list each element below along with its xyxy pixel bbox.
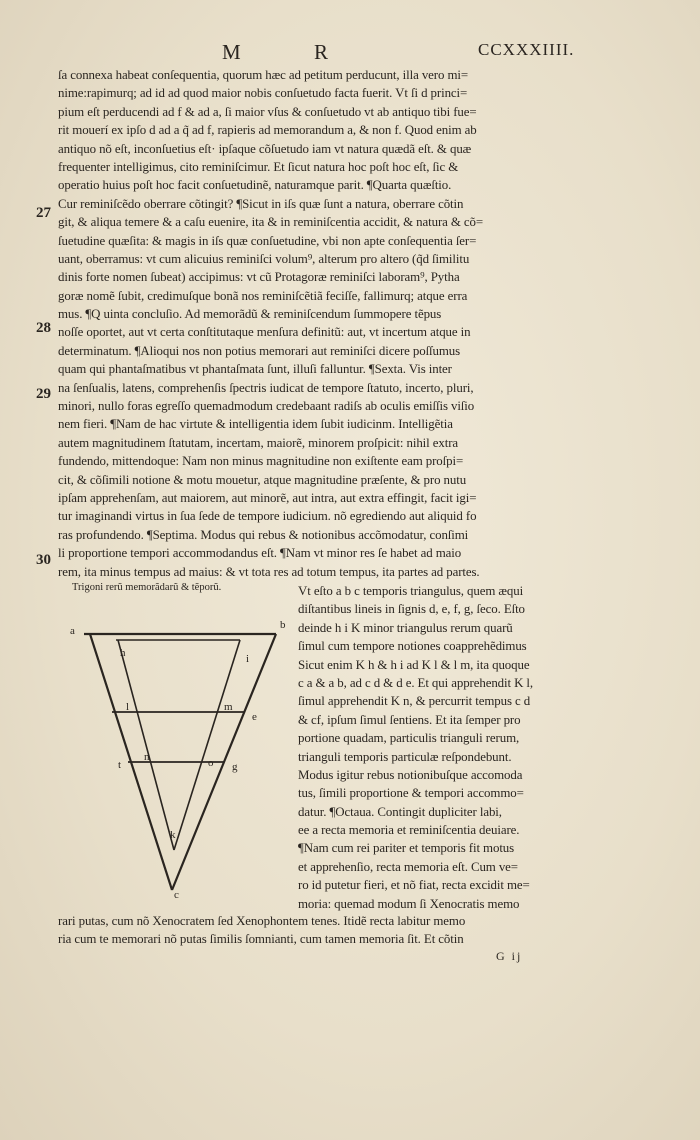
figure-label: k <box>170 829 176 841</box>
text-line: quam qui phantaſmatibus vt phantaſmata ſunt, illuſi falluntur. ¶Sexta. Vis inter <box>58 362 452 377</box>
text-line: ſimul cum tempore notiones coapprehẽdimus <box>298 639 527 654</box>
margin-number: 28 <box>36 320 51 336</box>
text-line: moria: quemad modum ſi Xenocratis memo <box>298 896 520 911</box>
figure-label: n <box>144 751 150 763</box>
text-line: Sicut enim K h & h i ad K l & l m, ita quoque <box>298 657 530 672</box>
text-line: tus, ſimili proportione & tempori accommo= <box>298 786 524 801</box>
closing-text-block <box>58 912 588 949</box>
text-line: & cf, ipſum ſimul ſentiens. Et ita ſemper pro <box>298 712 521 727</box>
margin-number: 30 <box>36 552 51 568</box>
figure-label: a <box>70 625 75 637</box>
text-line: git, & aliqua temere & a caſu euenire, ita & in reminiſcentia accidit, & natura & cõ= <box>58 215 484 230</box>
figure-caption: Trigoni rerũ memorãdarũ & tẽporũ. <box>72 582 222 593</box>
figure-label: h <box>120 647 126 659</box>
triangle-diagram <box>40 598 300 908</box>
figure-label: o <box>208 757 214 769</box>
text-line: noſſe oportet, aut vt certa conſtitutaque menſura definitũ: aut, vt incertum atque in <box>58 325 471 340</box>
main-text-block <box>58 66 586 581</box>
text-line: dinis forte nomen ſubeat) accipimus: vt cũ Protagoræ reminiſci laboram⁹, Pytha <box>58 270 460 285</box>
text-line: frequenter intelligimus, cito reminiſcimur. Et ſicut natura hoc poſt hoc eſt, ſic & <box>58 159 459 174</box>
text-line: ¶Nam cum rei pariter et temporis fit motus <box>298 841 515 856</box>
margin-number: 29 <box>36 386 51 402</box>
text-line: na ſenſualis, latens, comprehenſis ſpectris iudicat de tempore ſtatuto, incerto, pluri, <box>58 380 474 395</box>
figure-label: t <box>118 759 122 771</box>
text-line: trianguli temporis particulæ reſpondebunt. <box>298 749 512 764</box>
text-line: Vt eſto a b c temporis triangulus, quem æqui <box>298 584 524 598</box>
figure-label: m <box>224 701 233 713</box>
text-line: Modus igitur rebus notionibuſque accomoda <box>298 767 523 782</box>
text-line: nime:rapimurq; ad id ad quod maior nobis conſuetudo facta fuerit. Vt ſi d princi= <box>58 86 468 101</box>
margin-number: 27 <box>36 205 51 221</box>
text-line: portione quadam, particulis trianguli rerum, <box>298 731 520 746</box>
text-line: diſtantibus lineis in ſignis d, e, f, g, ſeco. Eſto <box>298 602 525 617</box>
text-line: fundendo, mittendoque: Nam non minus magnitudine non exiſtente eam proſpi= <box>58 454 464 469</box>
text-line: ipſam apprehenſam, aut maiorem, aut minorẽ, aut intra, aut extra effingit, facit igi= <box>58 490 477 505</box>
text-line: uant, oberramus: vt cum alicuius reminiſci volum⁹, alterum pro altero (q̃d ſimilitu <box>58 251 470 266</box>
signature-mark: G ij <box>496 949 523 963</box>
text-line: rem, ita minus tempus ad maius: & vt tota res ad totum tempus, ita partes ad partes. <box>58 564 480 579</box>
text-line: rit mouerí ex ipſo d ad a q̃ ad f, rapieris ad memorandum a, & non f. Quod enim ab <box>58 123 477 138</box>
text-line: minori, nullo foras egreſſo quemadmodum credebaant radiſs ab oculis emiſſis viſio <box>58 399 475 414</box>
text-line: ee a recta memoria et reminiſcentia deuiare. <box>298 823 520 838</box>
text-line: ras profundendo. ¶Septima. Modus qui rebus & notionibus accõmodatur, conſimi <box>58 527 469 542</box>
folio-number: CCXXXIIII. <box>478 40 575 59</box>
text-line: goræ nomẽ ſubit, credimuſque bonã nos reminiſcẽtiã feciſſe, fallimurq; atque erra <box>58 288 468 303</box>
text-line: ſimul apprehendit K n, & percurrit tempus c d <box>298 694 531 709</box>
text-line: ro id putetur fieri, et nõ fiat, recta excidit me= <box>298 878 530 893</box>
text-line: deinde h i K minor triangulus rerum quarũ <box>298 620 513 635</box>
text-line: ria cum te memorari nõ putas ſimilis ſomnianti, cum tamen memoria ſit. Et cõtin <box>58 932 464 947</box>
text-line: Cur reminiſcẽdo oberrare cõtingit? ¶Sicut in iſs quæ ſunt a natura, oberrare cõtin <box>58 196 464 211</box>
text-line: rari putas, cum nõ Xenocratem ſed Xenophontem tenes. Itidẽ recta labitur memo <box>58 914 466 928</box>
text-line: nem fieri. ¶Nam de hac virtute & intelligentia idem ſubit iudicinm. Intelligẽtia <box>58 417 453 432</box>
figure-label: e <box>252 711 257 723</box>
running-head-left: M <box>222 40 243 64</box>
figure-label: c <box>174 889 179 901</box>
text-line: ſa connexa habeat conſequentia, quorum hæc ad petitum perducunt, illa vero mi= <box>58 68 469 82</box>
text-line: operatio huius poſt hoc facit conſuetudinẽ, naturamque parit. ¶Quarta quæſtio. <box>58 178 452 193</box>
text-line: li proportione tempori accommodandus eſt. ¶Nam vt minor res ſe habet ad maio <box>58 546 462 561</box>
text-line: antiquo nõ eſt, inconſuetius eſt· ipſaque cõſuetudo iam vt natura quædã eſt. & quæ <box>58 141 472 156</box>
figure-label: g <box>232 761 238 773</box>
text-line: cit, & cõſimili notione & motu mouetur, atque magnitudine præſente, & pro nutu <box>58 472 467 487</box>
text-line: datur. ¶Octaua. Contingit dupliciter labi, <box>298 804 502 819</box>
text-line: ſuetudine quæſita: & magis in iſs quæ conſuetudine, vbi non apte conſequentia ſer= <box>58 233 477 248</box>
text-line: et apprehenſio, recta memoria eſt. Cum ve= <box>298 859 518 874</box>
text-line: mus. ¶Q uinta concluſio. Ad memorãdũ & reminiſcendum ſummopere tẽpus <box>58 307 442 322</box>
text-line: determinatum. ¶Alioqui nos non potius memorari aut reminiſci dicere poſſumus <box>58 343 461 358</box>
running-head-mid: R <box>314 40 329 64</box>
text-line: autem magnitudinem ſtatutam, incertam, maiorẽ, minorem proſpicit: nihil extra <box>58 435 459 450</box>
figure-label: l <box>126 701 130 713</box>
figure-label: b <box>280 619 286 631</box>
right-column-text <box>298 582 590 913</box>
text-line: tur imaginandi virtus in ſua ſede de tempore iudicium. nõ egrediendo aut aliquid fo <box>58 509 477 524</box>
figure-label: i <box>246 653 250 665</box>
text-line: c a & a b, ad c d & d e. Et qui apprehendit K l, <box>298 675 534 690</box>
text-line: pium eſt perducendi ad f & ad a, ſi maior vſus & conſuetudo vt ab antiquo tibi fue= <box>58 104 477 119</box>
triangle-diagram-svg <box>40 598 300 908</box>
